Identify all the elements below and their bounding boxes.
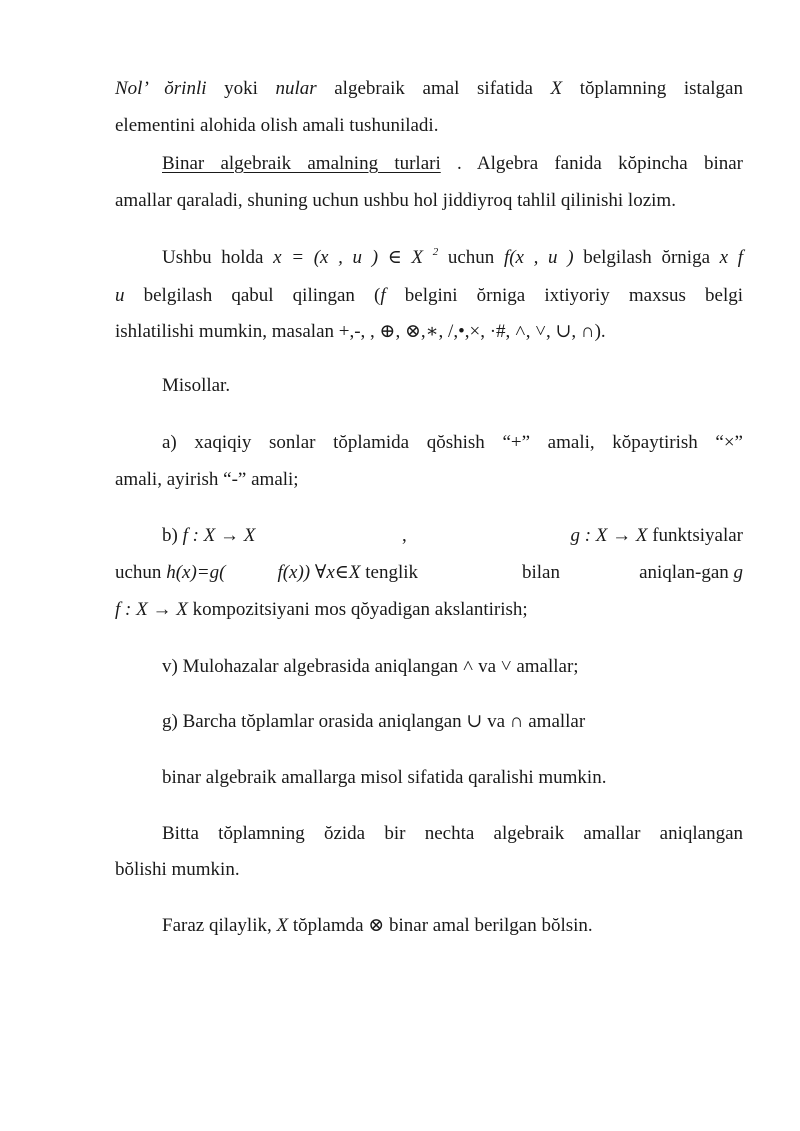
symbol-x: x — [326, 562, 335, 583]
formula-text: x = (x , u ) ∈ X — [273, 247, 424, 268]
text-run: belgilash ŏrniga — [573, 247, 720, 268]
text-run — [639, 561, 743, 585]
example-v: v) Mulohazalar algebrasida aniqlangan ˄ va ˅ amallar; — [162, 656, 579, 677]
paragraph-11 — [162, 914, 743, 938]
text-run: belgini ŏrniga ixtiyoriy maxsus belgi — [385, 285, 744, 306]
paragraph-3-line-1 — [162, 246, 743, 270]
symbol-g: g — [733, 562, 743, 583]
text-run: , — [402, 525, 407, 546]
text-run: kompozitsiyani mos qŏyadigan akslantirish; — [187, 599, 528, 620]
text-run: algebraik amal sifatida — [316, 78, 551, 99]
term-nular: nular — [275, 78, 317, 99]
term-orinli: ŏrinli — [164, 78, 207, 99]
paragraph-3-line-3: ishlatilishi mumkin, masalan +,-, , ⊕, ⊗,∗, /,•,×, ·#, ˄, ˅, ∪, ∩). — [115, 321, 606, 342]
superscript: 2 — [432, 246, 439, 258]
example-g: g) Barcha tŏplamlar orasida aniqlangan ∪ va ∩ amallar — [162, 711, 586, 732]
example-a-line-2: amali, ayirish “-” amali; — [115, 469, 299, 490]
paragraph-10-line-1: Bitta tŏplamning ŏzida bir nechta algebraik amallar aniqlangan — [162, 823, 743, 844]
symbol-u: u — [115, 285, 125, 306]
paragraph-2-line-1 — [162, 152, 743, 176]
paragraph-1-line-1 — [115, 77, 743, 101]
formula-fxu: f(x , u ) — [503, 247, 574, 268]
paragraph-2-line-2: amallar qaraladi, shuning uchun ushbu hol jiddiyroq tahlil qilinishi lozim. — [115, 190, 676, 211]
example-b-line-3 — [115, 598, 743, 622]
set-x: X — [348, 562, 361, 583]
example-b-line-1 — [162, 524, 743, 548]
text-run: tŏplamda ⊗ binar amal berilgan bŏlsin. — [288, 915, 593, 936]
examples-heading: Misollar. — [162, 375, 231, 396]
text-run: tŏplamning istalgan — [562, 78, 743, 99]
text-run: tenglik — [360, 562, 419, 583]
example-b-line-2 — [115, 561, 743, 585]
formula-fx: f(x)) — [277, 562, 311, 583]
text-run: bilan — [522, 562, 560, 583]
formula-xf: x f — [719, 247, 744, 268]
text-run: b) — [162, 525, 183, 546]
formula-g-map: g : X → X — [570, 525, 648, 546]
examples-conclusion: binar algebraik amallarga misol sifatida qaralishi mumkin. — [162, 767, 607, 788]
paragraph-1-line-2: elementini alohida olish amali tushuniladi. — [115, 115, 439, 136]
set-x: X — [550, 78, 563, 99]
paragraph-3-line-2 — [115, 284, 743, 308]
symbol-f: f — [380, 285, 386, 306]
formula-pair — [273, 247, 438, 268]
text-run: uchun — [438, 247, 504, 268]
text-run: Ushbu holda — [162, 247, 274, 268]
text-run: ∀ — [310, 562, 327, 583]
text-run: Faraz qilaylik, — [162, 915, 277, 936]
text-run: belgilash qabul qilingan ( — [124, 285, 381, 306]
formula-f-map: f : X → X — [115, 599, 188, 620]
set-x: X — [276, 915, 289, 936]
formula-h: h(x)=g( — [166, 562, 226, 583]
text-run: . Algebra fanida kŏpincha binar — [440, 153, 743, 174]
text-run: ∈ — [334, 562, 349, 583]
text-run: yoki — [206, 78, 276, 99]
text-run — [570, 524, 743, 548]
paragraph-10-line-2: bŏlishi mumkin. — [115, 859, 240, 880]
example-a-line-1: a) xaqiqiy sonlar tŏplamida qŏshish “+” amali, kŏpaytirish “×” — [162, 432, 743, 453]
section-heading-binary-operations: Binar algebraik amalning turlari — [162, 153, 441, 174]
term-nol: Nol’ — [115, 78, 165, 99]
text-run: aniqlan-gan — [639, 562, 734, 583]
text-run: funktsiyalar — [647, 525, 743, 546]
formula-f-map: f : X → X — [182, 525, 256, 546]
text-run: uchun — [115, 562, 167, 583]
